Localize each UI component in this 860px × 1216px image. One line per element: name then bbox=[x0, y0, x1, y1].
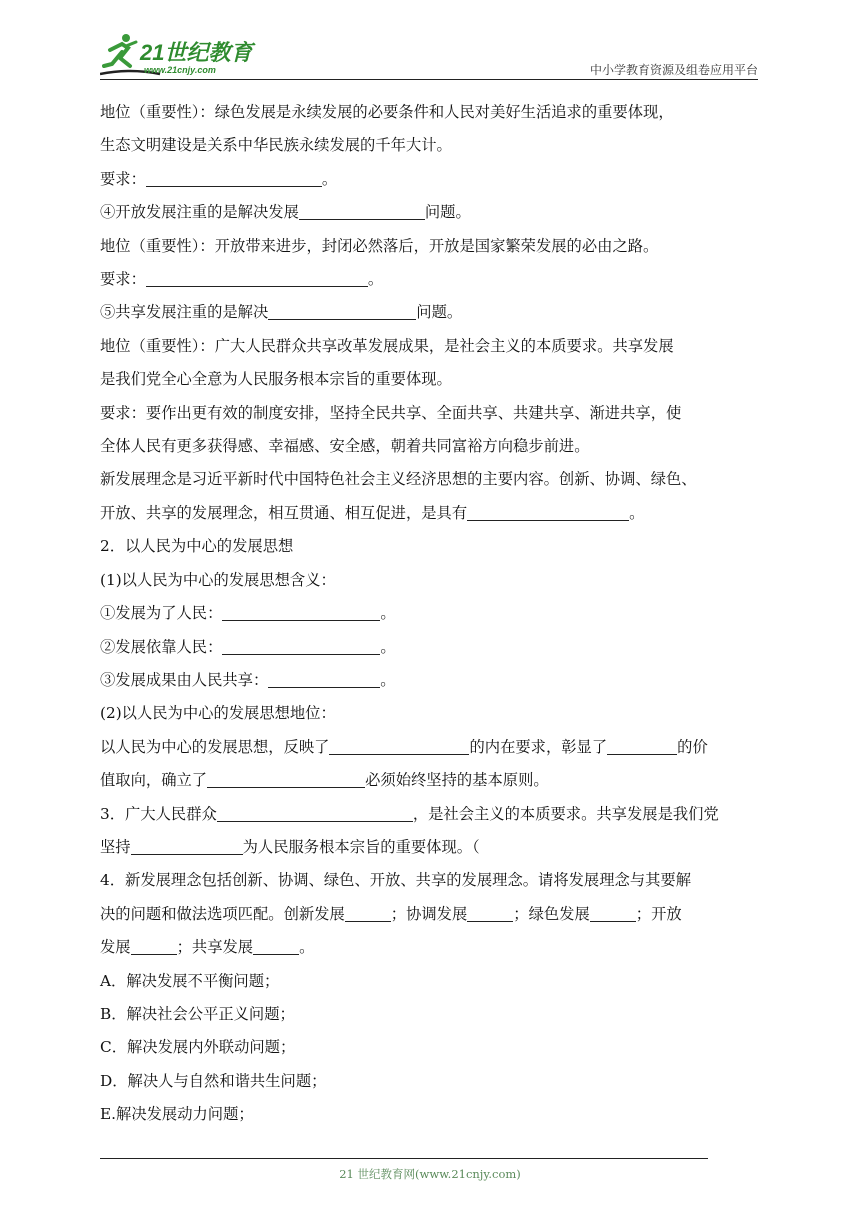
green-dev-status: 地位（重要性）：绿色发展是永续发展的必要条件和人民对美好生活追求的重要体现， 生态文明建设是关系中华民族永续发展的千年大计。 bbox=[100, 103, 674, 155]
answer-blank[interactable] bbox=[467, 903, 513, 922]
open-dev-focus: ④开放发展注重的是解决发展 问题。 bbox=[100, 203, 471, 222]
shared-dev-status: 地位（重要性）：广大人民群众共享改革发展成果，是社会主义的本质要求。共享发展 是我们党全心全意为人民服务根本宗旨的重要体现。 bbox=[100, 336, 674, 389]
answer-blank[interactable] bbox=[222, 602, 380, 621]
footer-text: 21 世纪教育网(www.21cnjy.com) bbox=[339, 1167, 521, 1181]
answer-blank[interactable] bbox=[590, 903, 636, 922]
answer-blank[interactable] bbox=[329, 736, 469, 755]
answer-blank[interactable] bbox=[146, 268, 368, 287]
meaning-item-3: ③发展成果由人民共享： 。 bbox=[100, 670, 396, 689]
question-4: 4．新发展理念包括创新、协调、绿色、开放、共享的发展理念。请将发展理念与其要解 决的问题和做法选项匹配。创新发展 ；协调发展 ；绿色发展 ；开放 发展 ；共享发展 。 bbox=[100, 871, 692, 957]
answer-blank[interactable] bbox=[467, 502, 629, 521]
answer-blank[interactable] bbox=[607, 736, 677, 755]
subsection-meaning: (1)以人民为中心的发展思想含义： bbox=[100, 570, 336, 589]
option-a: A．解决发展不平衡问题； bbox=[100, 971, 280, 990]
open-dev-requirement: 要求： 。 bbox=[100, 270, 384, 289]
answer-blank[interactable] bbox=[207, 769, 365, 788]
meaning-item-1: ①发展为了人民： 。 bbox=[100, 604, 396, 623]
answer-blank[interactable] bbox=[146, 168, 322, 187]
answer-blank[interactable] bbox=[299, 201, 425, 220]
option-d: D．解决人与自然和谐共生问题； bbox=[100, 1071, 327, 1090]
open-dev-status: 地位（重要性）：开放带来进步，封闭必然落后，开放是国家繁荣发展的必由之路。 bbox=[100, 236, 659, 255]
header-divider bbox=[100, 79, 758, 80]
answer-blank[interactable] bbox=[345, 903, 391, 922]
answer-blank[interactable] bbox=[217, 803, 413, 822]
answer-blank[interactable] bbox=[268, 669, 380, 688]
answer-blank[interactable] bbox=[253, 936, 299, 955]
shared-dev-focus: ⑤共享发展注重的是解决 问题。 bbox=[100, 303, 463, 322]
subsection-status: (2)以人民为中心的发展思想地位： bbox=[100, 704, 336, 723]
document-body bbox=[100, 96, 762, 1132]
logo-wordmark: 21世纪教育 bbox=[140, 40, 253, 65]
meaning-item-2: ②发展依靠人民： 。 bbox=[100, 637, 396, 656]
page-header bbox=[100, 30, 760, 80]
shared-dev-requirement: 要求：要作出更有效的制度安排，坚持全民共享、全面共享、共建共享、渐进共享，使 全体人民有更多获得感、幸福感、安全感，朝着共同富裕方向稳步前进。 bbox=[100, 403, 682, 456]
option-e: E.解决发展动力问题； bbox=[100, 1105, 254, 1124]
site-logo bbox=[100, 30, 270, 78]
new-dev-concept-summary: 新发展理念是习近平新时代中国特色社会主义经济思想的主要内容。创新、协调、绿色、 开放、共享的发展理念，相互贯通、相互促进，是具有 。 bbox=[100, 470, 697, 522]
option-b: B．解决社会公平正义问题； bbox=[100, 1004, 295, 1023]
answer-blank[interactable] bbox=[268, 301, 416, 320]
footer-divider bbox=[100, 1158, 708, 1159]
logo-url: www.21cnjy.com bbox=[144, 65, 216, 75]
option-c: C．解决发展内外联动问题； bbox=[100, 1038, 296, 1057]
answer-blank[interactable] bbox=[222, 636, 380, 655]
green-dev-requirement: 要求： 。 bbox=[100, 169, 338, 188]
answer-blank[interactable] bbox=[131, 836, 243, 855]
answer-blank[interactable] bbox=[131, 936, 177, 955]
section-heading-2: 2．以人民为中心的发展思想 bbox=[100, 537, 294, 556]
question-3: 3．广大人民群众 ，是社会主义的本质要求。共享发展是我们党 坚持 为人民服务根本宗旨的重要体现。（ bbox=[100, 804, 719, 856]
header-platform-text: 中小学教育资源及组卷应用平台 bbox=[589, 63, 758, 77]
people-centered-status: 以人民为中心的发展思想，反映了 的内在要求，彰显了 的价 值取向，确立了 必须始终坚持的基本原则。 bbox=[100, 737, 708, 790]
